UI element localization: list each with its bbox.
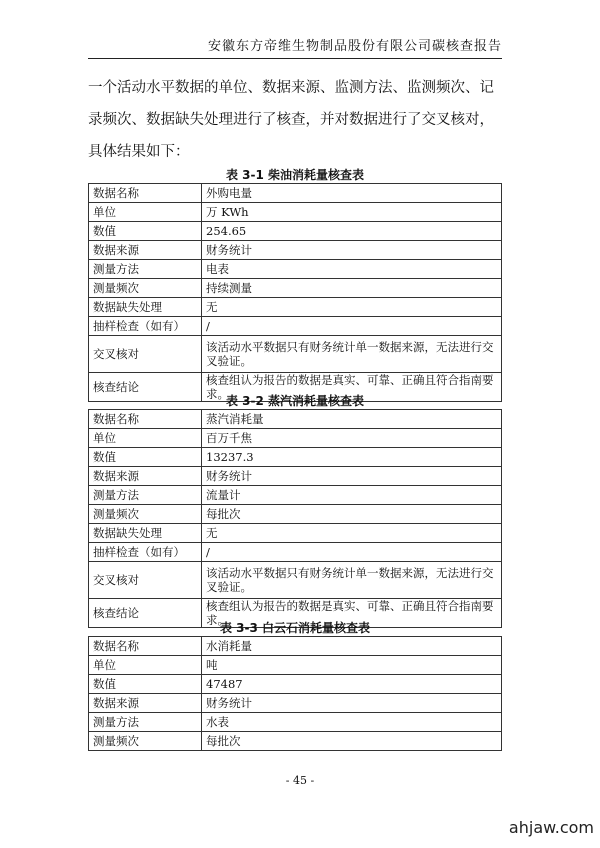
table-row xyxy=(89,524,502,543)
intro-paragraph: 一个活动水平数据的单位、数据来源、监测方法、监测频次、记录频次、数据缺失处理进行了核查，并对数据进行了交叉核对，具体结果如下： xyxy=(88,80,494,160)
row-key: 测量频次 xyxy=(89,279,202,298)
row-key: 单位 xyxy=(89,656,202,675)
row-key: 核查结论 xyxy=(89,599,202,628)
row-key: 单位 xyxy=(89,203,202,222)
row-value: 持续测量 xyxy=(202,279,502,298)
row-value: 水表 xyxy=(202,713,502,732)
row-key: 数值 xyxy=(89,675,202,694)
table-row xyxy=(89,279,502,298)
row-key: 单位 xyxy=(89,429,202,448)
row-value: 万 KWh xyxy=(202,203,502,222)
table-caption-3-1: 表 3-1 柴油消耗量核查表 xyxy=(225,168,365,182)
row-key: 数值 xyxy=(89,222,202,241)
row-key: 数据名称 xyxy=(89,410,202,429)
row-key: 数据名称 xyxy=(89,184,202,203)
row-value: 核查组认为报告的数据是真实、可靠、正确且符合指南要求。 xyxy=(202,373,502,402)
table-row xyxy=(89,467,502,486)
row-key: 交叉核对 xyxy=(89,562,202,599)
table-row xyxy=(89,486,502,505)
table-row xyxy=(89,317,502,336)
site-watermark: ahjaw.com xyxy=(508,818,594,837)
table-row xyxy=(89,562,502,599)
row-value: 吨 xyxy=(202,656,502,675)
check-table-3-2 xyxy=(88,409,502,628)
row-value: 流量计 xyxy=(202,486,502,505)
row-key: 测量频次 xyxy=(89,732,202,751)
table-row xyxy=(89,543,502,562)
row-value: / xyxy=(202,543,502,562)
row-key: 数据缺失处理 xyxy=(89,298,202,317)
table-row xyxy=(89,184,502,203)
row-value: 254.65 xyxy=(202,222,502,241)
table-row xyxy=(89,656,502,675)
row-key: 抽样检查（如有） xyxy=(89,543,202,562)
table-row xyxy=(89,448,502,467)
row-value: 水消耗量 xyxy=(202,637,502,656)
page-number: - 45 - xyxy=(285,774,315,787)
table-row xyxy=(89,222,502,241)
row-key: 测量方法 xyxy=(89,713,202,732)
check-table-3-1 xyxy=(88,183,502,402)
row-value: 无 xyxy=(202,524,502,543)
table-row xyxy=(89,336,502,373)
row-value: 财务统计 xyxy=(202,694,502,713)
table-row xyxy=(89,241,502,260)
row-key: 数据来源 xyxy=(89,467,202,486)
row-value: 该活动水平数据只有财务统计单一数据来源，无法进行交叉验证。 xyxy=(202,562,502,599)
report-header: 安徽东方帝维生物制品股份有限公司碳核查报告 xyxy=(88,38,502,59)
table-row xyxy=(89,505,502,524)
row-key: 测量方法 xyxy=(89,260,202,279)
row-value: 财务统计 xyxy=(202,241,502,260)
row-key: 核查结论 xyxy=(89,373,202,402)
row-value: 外购电量 xyxy=(202,184,502,203)
row-key: 数据来源 xyxy=(89,241,202,260)
row-key: 数据来源 xyxy=(89,694,202,713)
table-caption-3-2: 表 3-2 蒸汽消耗量核查表 xyxy=(225,394,365,408)
row-value: 47487 xyxy=(202,675,502,694)
row-value: 13237.3 xyxy=(202,448,502,467)
table-row xyxy=(89,637,502,656)
table-row xyxy=(89,675,502,694)
row-value: 蒸汽消耗量 xyxy=(202,410,502,429)
row-key: 交叉核对 xyxy=(89,336,202,373)
table-caption-3-3: 表 3-3 白云石消耗量核查表 xyxy=(219,621,371,635)
row-value: 财务统计 xyxy=(202,467,502,486)
row-value: 无 xyxy=(202,298,502,317)
row-value: 核查组认为报告的数据是真实、可靠、正确且符合指南要求。 xyxy=(202,599,502,628)
check-table-3-3 xyxy=(88,636,502,751)
table-row xyxy=(89,410,502,429)
table-row xyxy=(89,203,502,222)
row-key: 测量方法 xyxy=(89,486,202,505)
row-value: / xyxy=(202,317,502,336)
row-key: 抽样检查（如有） xyxy=(89,317,202,336)
table-row xyxy=(89,694,502,713)
row-value: 每批次 xyxy=(202,732,502,751)
row-value: 百万千焦 xyxy=(202,429,502,448)
row-key: 数据缺失处理 xyxy=(89,524,202,543)
row-value: 电表 xyxy=(202,260,502,279)
row-key: 数据名称 xyxy=(89,637,202,656)
table-row xyxy=(89,298,502,317)
table-row xyxy=(89,260,502,279)
table-row xyxy=(89,429,502,448)
table-row xyxy=(89,713,502,732)
row-value: 每批次 xyxy=(202,505,502,524)
row-value: 该活动水平数据只有财务统计单一数据来源，无法进行交叉验证。 xyxy=(202,336,502,373)
table-row xyxy=(89,732,502,751)
row-key: 测量频次 xyxy=(89,505,202,524)
row-key: 数值 xyxy=(89,448,202,467)
